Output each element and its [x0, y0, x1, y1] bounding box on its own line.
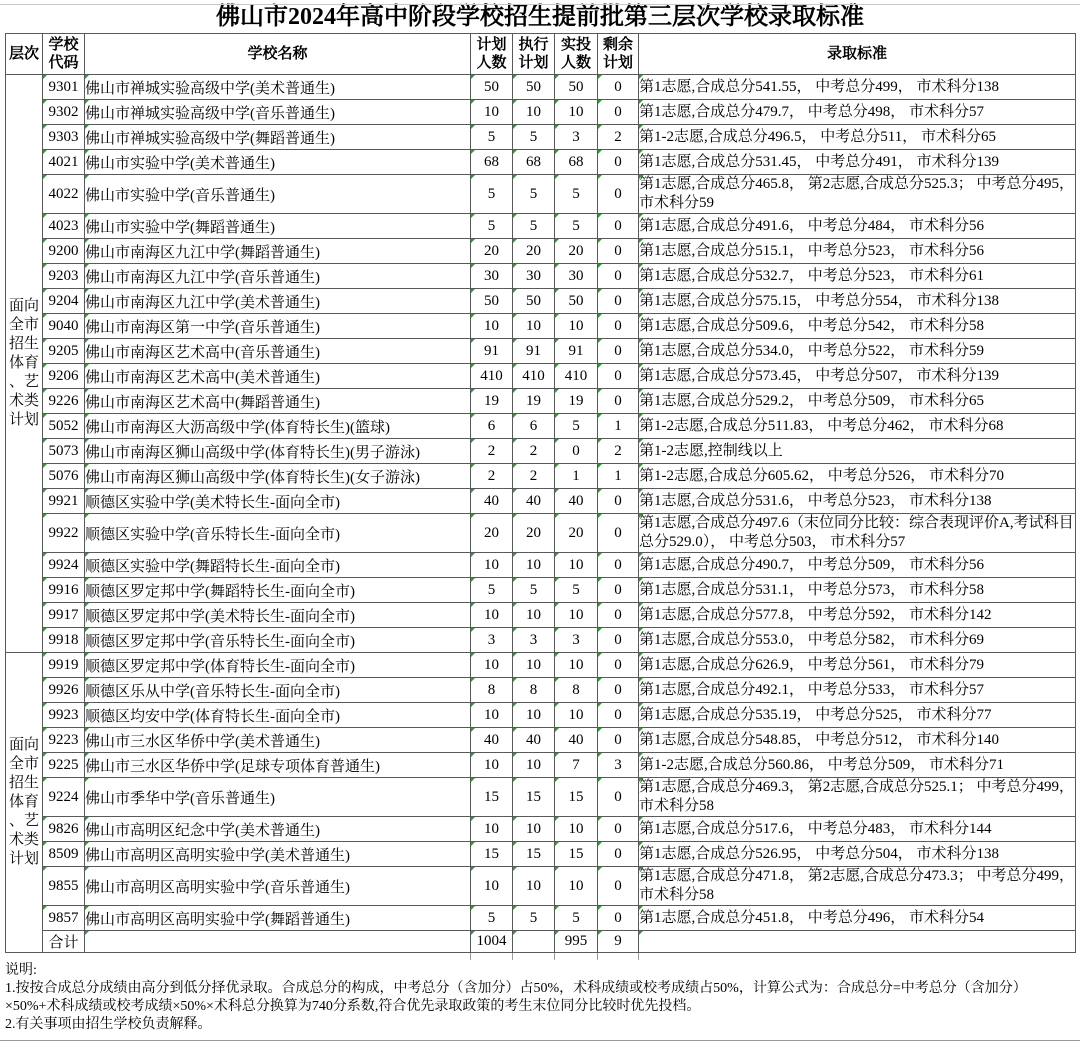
table-row — [6, 489, 1076, 514]
table-row — [6, 75, 1076, 100]
admission-standard-cell: 第1志愿,合成总分529.2， 中考总分509， 市术科分65 — [639, 389, 1076, 414]
top-gridline — [0, 4, 1080, 5]
admission-standards-table — [5, 33, 1076, 953]
actual-count-cell: 40 — [555, 489, 598, 514]
actual-count-cell: 5 — [555, 414, 598, 439]
school-code-cell: 9922 — [43, 514, 85, 553]
table-row — [6, 464, 1076, 489]
admission-standard-cell: 第1志愿,合成总分575.15， 中考总分554， 市术科分138 — [639, 289, 1076, 314]
remaining-plan-cell: 0 — [598, 653, 639, 678]
table-row — [6, 150, 1076, 175]
gridline-stub — [638, 953, 639, 960]
school-name-cell: 佛山市南海区九江中学(舞蹈普通生) — [85, 239, 471, 264]
executed-plan-cell: 5 — [513, 175, 555, 214]
school-code-cell: 9204 — [43, 289, 85, 314]
planned-count-cell: 68 — [471, 150, 513, 175]
actual-count-cell: 10 — [555, 653, 598, 678]
table-row — [6, 703, 1076, 728]
school-code-cell: 5052 — [43, 414, 85, 439]
executed-plan-cell: 15 — [513, 778, 555, 817]
admission-standard-cell: 第1志愿,合成总分577.8， 中考总分592， 市术科分142 — [639, 603, 1076, 628]
admission-standard-cell: 第1志愿,合成总分553.0， 中考总分582， 市术科分69 — [639, 628, 1076, 653]
executed-plan-cell: 20 — [513, 514, 555, 553]
admission-standard-cell: 第1-2志愿,合成总分511.83， 中考总分462， 市术科分68 — [639, 414, 1076, 439]
table-row — [6, 653, 1076, 678]
planned-count-cell: 15 — [471, 778, 513, 817]
remaining-plan-cell: 0 — [598, 239, 639, 264]
school-name-cell: 佛山市高明区纪念中学(美术普通生) — [85, 817, 471, 842]
gridline-stub — [597, 953, 598, 960]
school-code-cell: 9225 — [43, 753, 85, 778]
admission-standard-cell: 第1志愿,合成总分492.1， 中考总分533， 市术科分57 — [639, 678, 1076, 703]
table-row — [6, 867, 1076, 906]
remaining-plan-cell: 0 — [598, 100, 639, 125]
planned-count-cell: 20 — [471, 514, 513, 553]
table-row — [6, 389, 1076, 414]
school-code-cell: 9040 — [43, 314, 85, 339]
executed-plan-cell: 10 — [513, 653, 555, 678]
table-row — [6, 125, 1076, 150]
actual-count-cell: 50 — [555, 75, 598, 100]
actual-count-cell: 5 — [555, 214, 598, 239]
executed-plan-cell: 50 — [513, 289, 555, 314]
table-body — [6, 75, 1076, 953]
planned-count-cell: 20 — [471, 239, 513, 264]
school-code-cell: 4021 — [43, 150, 85, 175]
school-name-cell: 佛山市南海区大沥高级中学(体育特长生)(篮球) — [85, 414, 471, 439]
column-header-planned: 计划人数 — [471, 34, 513, 75]
planned-count-cell: 8 — [471, 678, 513, 703]
admission-standard-cell: 第1-2志愿,合成总分605.62， 中考总分526， 市术科分70 — [639, 464, 1076, 489]
school-code-cell: 9917 — [43, 603, 85, 628]
school-code-cell: 9206 — [43, 364, 85, 389]
gridline-stub — [554, 953, 555, 960]
actual-count-cell: 10 — [555, 100, 598, 125]
planned-count-cell: 40 — [471, 728, 513, 753]
school-name-cell: 佛山市禅城实验高级中学(美术普通生) — [85, 75, 471, 100]
table-row — [6, 264, 1076, 289]
tier-cell: 面向全市招生体育、艺术类计划 — [6, 75, 43, 653]
school-name-cell: 佛山市南海区狮山高级中学(体育特长生)(女子游泳) — [85, 464, 471, 489]
table-row — [6, 364, 1076, 389]
planned-count-cell: 2 — [471, 439, 513, 464]
remaining-plan-cell: 0 — [598, 906, 639, 931]
school-name-cell: 佛山市禅城实验高级中学(舞蹈普通生) — [85, 125, 471, 150]
remaining-plan-cell: 0 — [598, 364, 639, 389]
school-code-cell: 9224 — [43, 778, 85, 817]
column-header-name: 学校名称 — [85, 34, 471, 75]
school-name-cell: 佛山市实验中学(舞蹈普通生) — [85, 214, 471, 239]
school-code-cell: 9924 — [43, 553, 85, 578]
admission-standard-cell: 第1志愿,合成总分531.1， 中考总分573， 市术科分58 — [639, 578, 1076, 603]
executed-plan-cell: 68 — [513, 150, 555, 175]
actual-count-cell: 1 — [555, 464, 598, 489]
school-name-cell: 佛山市三水区华侨中学(足球专项体育普通生) — [85, 753, 471, 778]
planned-count-cell: 5 — [471, 578, 513, 603]
actual-count-cell: 10 — [555, 703, 598, 728]
table-row — [6, 778, 1076, 817]
table-row — [6, 439, 1076, 464]
table-row — [6, 514, 1076, 553]
executed-plan-cell: 30 — [513, 264, 555, 289]
executed-plan-cell: 40 — [513, 489, 555, 514]
planned-count-cell: 3 — [471, 628, 513, 653]
executed-plan-cell: 10 — [513, 100, 555, 125]
executed-plan-cell: 10 — [513, 817, 555, 842]
school-name-cell: 佛山市南海区九江中学(美术普通生) — [85, 289, 471, 314]
actual-count-cell: 5 — [555, 578, 598, 603]
planned-count-cell: 10 — [471, 753, 513, 778]
remaining-plan-cell: 2 — [598, 439, 639, 464]
executed-plan-cell: 410 — [513, 364, 555, 389]
remaining-plan-cell: 0 — [598, 678, 639, 703]
school-code-cell: 9205 — [43, 339, 85, 364]
table-row — [6, 314, 1076, 339]
actual-count-cell: 19 — [555, 389, 598, 414]
bottom-gridline — [0, 1040, 1080, 1041]
remaining-plan-cell: 0 — [598, 389, 639, 414]
remaining-plan-cell: 0 — [598, 214, 639, 239]
actual-count-cell: 10 — [555, 314, 598, 339]
admission-standard-cell: 第1志愿,合成总分465.8， 第2志愿,合成总分525.3； 中考总分495， 市术科分59 — [639, 175, 1076, 214]
remaining-plan-cell: 0 — [598, 703, 639, 728]
actual-count-cell: 91 — [555, 339, 598, 364]
executed-plan-cell: 10 — [513, 314, 555, 339]
school-code-cell: 9200 — [43, 239, 85, 264]
actual-count-cell: 995 — [555, 931, 598, 953]
school-code-cell: 9919 — [43, 653, 85, 678]
actual-count-cell: 68 — [555, 150, 598, 175]
remaining-plan-cell: 0 — [598, 817, 639, 842]
remaining-plan-cell: 2 — [598, 125, 639, 150]
school-name-cell: 佛山市禅城实验高级中学(音乐普通生) — [85, 100, 471, 125]
school-code-cell: 9226 — [43, 389, 85, 414]
executed-plan-cell: 5 — [513, 906, 555, 931]
table-row — [6, 842, 1076, 867]
admission-standard-cell: 第1志愿,合成总分497.6（末位同分比较：综合表现评价A,考试科目总分529.0）， 中考总分503， 市术科分57 — [639, 514, 1076, 553]
planned-count-cell: 10 — [471, 867, 513, 906]
school-name-cell: 佛山市高明区高明实验中学(美术普通生) — [85, 842, 471, 867]
school-code-cell: 5073 — [43, 439, 85, 464]
actual-count-cell: 5 — [555, 175, 598, 214]
table-row — [6, 678, 1076, 703]
remaining-plan-cell: 0 — [598, 264, 639, 289]
school-name-cell: 顺德区实验中学(音乐特长生-面向全市) — [85, 514, 471, 553]
executed-plan-cell: 10 — [513, 703, 555, 728]
school-name-cell: 顺德区乐从中学(音乐特长生-面向全市) — [85, 678, 471, 703]
remaining-plan-cell: 0 — [598, 289, 639, 314]
actual-count-cell: 10 — [555, 867, 598, 906]
planned-count-cell: 10 — [471, 553, 513, 578]
remaining-plan-cell: 0 — [598, 75, 639, 100]
table-row — [6, 339, 1076, 364]
notes-heading: 说明: — [5, 963, 37, 978]
admission-standard-cell: 第1志愿,合成总分532.7， 中考总分523， 市术科分61 — [639, 264, 1076, 289]
column-header-remaining: 剩余计划 — [598, 34, 639, 75]
column-header-code: 学校代码 — [43, 34, 85, 75]
remaining-plan-cell: 0 — [598, 514, 639, 553]
planned-count-cell: 5 — [471, 125, 513, 150]
table-row — [6, 603, 1076, 628]
actual-count-cell: 3 — [555, 628, 598, 653]
planned-count-cell: 6 — [471, 414, 513, 439]
admission-standard-cell: 第1志愿,合成总分515.1， 中考总分523， 市术科分56 — [639, 239, 1076, 264]
planned-count-cell: 91 — [471, 339, 513, 364]
column-header-actual: 实投人数 — [555, 34, 598, 75]
table-row — [6, 214, 1076, 239]
school-code-cell: 9301 — [43, 75, 85, 100]
column-header-executed: 执行计划 — [513, 34, 555, 75]
school-code-cell: 9918 — [43, 628, 85, 653]
school-code-cell: 9916 — [43, 578, 85, 603]
remaining-plan-cell: 0 — [598, 150, 639, 175]
table-row — [6, 414, 1076, 439]
header-row — [6, 34, 1076, 75]
admission-standard-cell — [639, 931, 1076, 953]
remaining-plan-cell: 0 — [598, 175, 639, 214]
admission-standard-cell: 第1志愿,合成总分471.8， 第2志愿,合成总分473.3； 中考总分499， 市术科分58 — [639, 867, 1076, 906]
admission-standard-cell: 第1志愿,合成总分479.7， 中考总分498， 市术科分57 — [639, 100, 1076, 125]
actual-count-cell: 50 — [555, 289, 598, 314]
school-name-cell: 佛山市南海区艺术高中(音乐普通生) — [85, 339, 471, 364]
planned-count-cell: 30 — [471, 264, 513, 289]
actual-count-cell: 40 — [555, 728, 598, 753]
executed-plan-cell: 91 — [513, 339, 555, 364]
planned-count-cell: 10 — [471, 653, 513, 678]
executed-plan-cell: 10 — [513, 553, 555, 578]
remaining-plan-cell: 0 — [598, 578, 639, 603]
admission-standard-cell: 第1志愿,合成总分535.19， 中考总分525， 市术科分77 — [639, 703, 1076, 728]
school-name-cell: 顺德区罗定邦中学(音乐特长生-面向全市) — [85, 628, 471, 653]
executed-plan-cell: 3 — [513, 628, 555, 653]
actual-count-cell: 8 — [555, 678, 598, 703]
executed-plan-cell: 5 — [513, 578, 555, 603]
school-name-cell: 佛山市实验中学(音乐普通生) — [85, 175, 471, 214]
remaining-plan-cell: 0 — [598, 603, 639, 628]
planned-count-cell: 410 — [471, 364, 513, 389]
planned-count-cell: 19 — [471, 389, 513, 414]
remaining-plan-cell: 9 — [598, 931, 639, 953]
executed-plan-cell: 19 — [513, 389, 555, 414]
planned-count-cell: 10 — [471, 314, 513, 339]
actual-count-cell: 20 — [555, 514, 598, 553]
executed-plan-cell: 8 — [513, 678, 555, 703]
admission-standard-cell: 第1志愿,合成总分534.0， 中考总分522， 市术科分59 — [639, 339, 1076, 364]
actual-count-cell: 20 — [555, 239, 598, 264]
page-title: 佛山市2024年高中阶段学校招生提前批第三层次学校录取标准 — [216, 4, 864, 30]
total-label-cell: 合计 — [43, 931, 85, 953]
gridline-stub — [512, 953, 513, 960]
planned-count-cell: 5 — [471, 906, 513, 931]
planned-count-cell: 50 — [471, 289, 513, 314]
school-name-cell: 佛山市南海区狮山高级中学(体育特长生)(男子游泳) — [85, 439, 471, 464]
admission-standard-cell: 第1志愿,合成总分531.6， 中考总分523， 市术科分138 — [639, 489, 1076, 514]
executed-plan-cell: 15 — [513, 842, 555, 867]
remaining-plan-cell: 0 — [598, 553, 639, 578]
school-name-cell: 佛山市南海区艺术高中(美术普通生) — [85, 364, 471, 389]
executed-plan-cell: 5 — [513, 214, 555, 239]
actual-count-cell: 410 — [555, 364, 598, 389]
planned-count-cell: 15 — [471, 842, 513, 867]
remaining-plan-cell: 3 — [598, 753, 639, 778]
school-name-cell: 佛山市高明区高明实验中学(舞蹈普通生) — [85, 906, 471, 931]
note-item: 2.有关事项由招生学校负责解释。 — [5, 1017, 212, 1032]
remaining-plan-cell: 0 — [598, 628, 639, 653]
school-name-cell: 顺德区均安中学(体育特长生-面向全市) — [85, 703, 471, 728]
remaining-plan-cell: 0 — [598, 314, 639, 339]
table-row — [6, 817, 1076, 842]
admission-standard-cell: 第1志愿,合成总分541.55， 中考总分499， 市术科分138 — [639, 75, 1076, 100]
executed-plan-cell: 5 — [513, 125, 555, 150]
executed-plan-cell: 2 — [513, 464, 555, 489]
table-row — [6, 289, 1076, 314]
school-name-cell: 佛山市南海区艺术高中(舞蹈普通生) — [85, 389, 471, 414]
planned-count-cell: 2 — [471, 464, 513, 489]
school-name-cell: 佛山市季华中学(音乐普通生) — [85, 778, 471, 817]
school-name-cell: 顺德区罗定邦中学(体育特长生-面向全市) — [85, 653, 471, 678]
admission-standard-cell: 第1志愿,合成总分517.6， 中考总分483， 市术科分144 — [639, 817, 1076, 842]
executed-plan-cell: 40 — [513, 728, 555, 753]
school-code-cell: 9923 — [43, 703, 85, 728]
notes-section — [5, 962, 1075, 1034]
remaining-plan-cell: 0 — [598, 867, 639, 906]
school-code-cell: 9855 — [43, 867, 85, 906]
admission-standard-cell: 第1志愿,合成总分490.7， 中考总分509， 市术科分56 — [639, 553, 1076, 578]
school-code-cell: 9857 — [43, 906, 85, 931]
table-row — [6, 728, 1076, 753]
remaining-plan-cell: 0 — [598, 778, 639, 817]
admission-standard-cell: 第1志愿,合成总分531.45， 中考总分491， 市术科分139 — [639, 150, 1076, 175]
actual-count-cell: 10 — [555, 603, 598, 628]
planned-count-cell: 10 — [471, 703, 513, 728]
executed-plan-cell: 10 — [513, 603, 555, 628]
admission-standard-cell: 第1-2志愿,合成总分560.86， 中考总分509， 市术科分71 — [639, 753, 1076, 778]
admission-standard-cell: 第1-2志愿,控制线以上 — [639, 439, 1076, 464]
admission-standard-cell: 第1志愿,合成总分626.9， 中考总分561， 市术科分79 — [639, 653, 1076, 678]
actual-count-cell: 10 — [555, 817, 598, 842]
table-row — [6, 628, 1076, 653]
actual-count-cell: 0 — [555, 439, 598, 464]
school-name-cell: 佛山市南海区九江中学(音乐普通生) — [85, 264, 471, 289]
table-row — [6, 553, 1076, 578]
executed-plan-cell: 20 — [513, 239, 555, 264]
column-header-standard: 录取标准 — [639, 34, 1076, 75]
table-row — [6, 100, 1076, 125]
tier-cell: 面向全市招生体育、艺术类计划 — [6, 653, 43, 953]
school-code-cell: 9303 — [43, 125, 85, 150]
planned-count-cell: 40 — [471, 489, 513, 514]
actual-count-cell: 3 — [555, 125, 598, 150]
school-code-cell: 9926 — [43, 678, 85, 703]
executed-plan-cell: 50 — [513, 75, 555, 100]
table-row — [6, 239, 1076, 264]
admission-standard-cell: 第1志愿,合成总分509.6， 中考总分542， 市术科分58 — [639, 314, 1076, 339]
school-code-cell: 9826 — [43, 817, 85, 842]
actual-count-cell: 5 — [555, 906, 598, 931]
school-name-cell: 佛山市实验中学(美术普通生) — [85, 150, 471, 175]
column-header-tier: 层次 — [6, 34, 43, 75]
remaining-plan-cell: 1 — [598, 414, 639, 439]
admission-standard-cell: 第1志愿,合成总分526.95， 中考总分504， 市术科分138 — [639, 842, 1076, 867]
executed-plan-cell — [513, 931, 555, 953]
admission-standard-cell: 第1志愿,合成总分451.8， 中考总分496， 市术科分54 — [639, 906, 1076, 931]
school-name-cell: 佛山市高明区高明实验中学(音乐普通生) — [85, 867, 471, 906]
school-name-cell: 佛山市南海区第一中学(音乐普通生) — [85, 314, 471, 339]
school-code-cell: 9302 — [43, 100, 85, 125]
executed-plan-cell: 10 — [513, 867, 555, 906]
executed-plan-cell: 2 — [513, 439, 555, 464]
admission-standard-cell: 第1志愿,合成总分491.6， 中考总分484， 市术科分56 — [639, 214, 1076, 239]
executed-plan-cell: 10 — [513, 753, 555, 778]
actual-count-cell: 15 — [555, 778, 598, 817]
planned-count-cell: 10 — [471, 817, 513, 842]
remaining-plan-cell: 0 — [598, 339, 639, 364]
admission-standard-cell: 第1志愿,合成总分469.3， 第2志愿,合成总分525.1； 中考总分499， 市术科分58 — [639, 778, 1076, 817]
executed-plan-cell: 6 — [513, 414, 555, 439]
school-name-cell — [85, 931, 471, 953]
table-row — [6, 753, 1076, 778]
actual-count-cell: 10 — [555, 553, 598, 578]
actual-count-cell: 15 — [555, 842, 598, 867]
gridline-stub-row — [5, 953, 1075, 960]
total-row — [6, 931, 1076, 953]
planned-count-cell: 10 — [471, 603, 513, 628]
remaining-plan-cell: 0 — [598, 489, 639, 514]
table-row — [6, 906, 1076, 931]
remaining-plan-cell: 0 — [598, 842, 639, 867]
school-code-cell: 9203 — [43, 264, 85, 289]
school-name-cell: 顺德区罗定邦中学(舞蹈特长生-面向全市) — [85, 578, 471, 603]
gridline-stub — [470, 953, 471, 960]
planned-count-cell: 1004 — [471, 931, 513, 953]
school-code-cell: 9223 — [43, 728, 85, 753]
admission-standard-cell: 第1-2志愿,合成总分496.5， 中考总分511， 市术科分65 — [639, 125, 1076, 150]
planned-count-cell: 50 — [471, 75, 513, 100]
remaining-plan-cell: 1 — [598, 464, 639, 489]
remaining-plan-cell: 0 — [598, 728, 639, 753]
school-name-cell: 顺德区实验中学(舞蹈特长生-面向全市) — [85, 553, 471, 578]
admission-standard-cell: 第1志愿,合成总分548.85， 中考总分512， 市术科分140 — [639, 728, 1076, 753]
actual-count-cell: 30 — [555, 264, 598, 289]
table-row — [6, 175, 1076, 214]
school-code-cell: 9921 — [43, 489, 85, 514]
school-code-cell: 8509 — [43, 842, 85, 867]
actual-count-cell: 7 — [555, 753, 598, 778]
note-item: 1.按按合成总分成绩由高分到低分择优录取。合成总分的构成，中考总分（含加分）占50%，术科成绩或校考成绩占50%，计算公式为：合成总分=中考总分（含加分）×50%+术科成绩或校考成绩×50%×术科总分换算为740分系数,符合优先录取政策的考生末位同分比较时优先投档。 — [5, 981, 1027, 1014]
planned-count-cell: 10 — [471, 100, 513, 125]
school-name-cell: 顺德区罗定邦中学(美术特长生-面向全市) — [85, 603, 471, 628]
school-code-cell: 5076 — [43, 464, 85, 489]
school-code-cell: 4022 — [43, 175, 85, 214]
planned-count-cell: 5 — [471, 214, 513, 239]
school-name-cell: 顺德区实验中学(美术特长生-面向全市) — [85, 489, 471, 514]
school-name-cell: 佛山市三水区华侨中学(美术普通生) — [85, 728, 471, 753]
table-row — [6, 578, 1076, 603]
admission-standard-cell: 第1志愿,合成总分573.45， 中考总分507， 市术科分139 — [639, 364, 1076, 389]
school-code-cell: 4023 — [43, 214, 85, 239]
planned-count-cell: 5 — [471, 175, 513, 214]
